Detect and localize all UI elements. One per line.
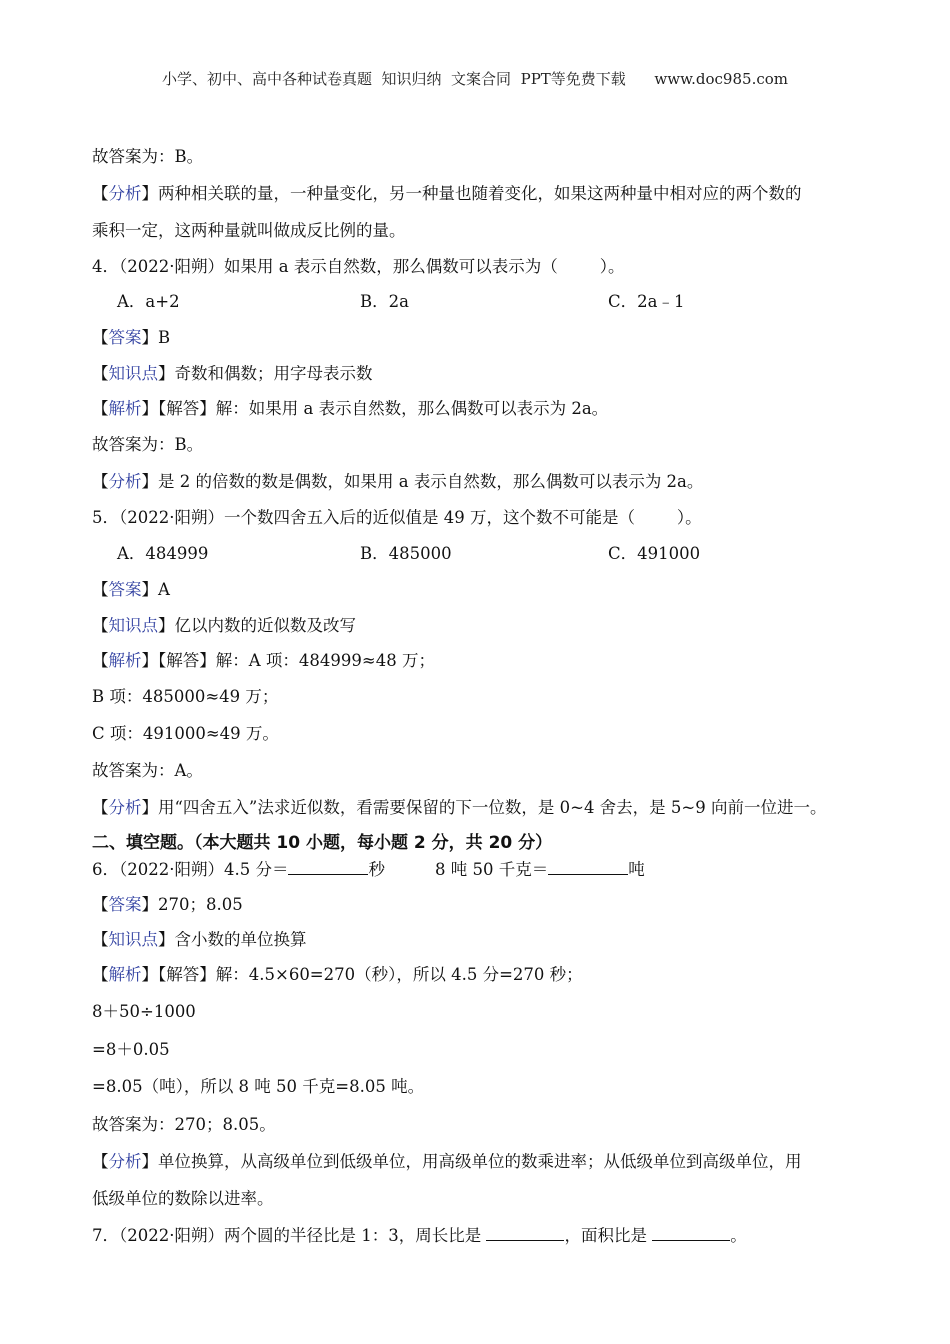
q6-calc-line3: =8.05（吨），所以 8 吨 50 千克=8.05 吨。 — [92, 1077, 425, 1096]
q4-option-b: B．2a — [360, 292, 409, 311]
answer-tag: 答案 — [108, 580, 142, 599]
bracket-left: 【 — [92, 364, 109, 383]
bracket-left: 【 — [92, 930, 109, 949]
q4-option-c: C．2a﹣1 — [608, 292, 685, 311]
bracket-right: 】 — [141, 895, 158, 914]
explanation-tag: 解析 — [108, 651, 142, 670]
bracket-right: 】 — [141, 328, 158, 347]
q6-calc-line2: =8＋0.05 — [92, 1040, 170, 1059]
q6-explanation — [92, 964, 583, 986]
fill-blank — [548, 858, 628, 875]
analysis-text: 是 2 的倍数的数是偶数，如果用 a 表示自然数，那么偶数可以表示为 2a。 — [158, 472, 704, 491]
q6-analysis-line1 — [92, 1151, 802, 1173]
q6-calc-line1: 8＋50÷1000 — [92, 1002, 196, 1021]
q3-analysis-line1 — [92, 183, 802, 205]
page-header: 小学、初中、高中各种试卷真题 知识归纳 文案合同 PPT等免费下载 www.doc985.com — [161, 70, 788, 88]
bracket-right: 】 — [158, 930, 175, 949]
q5-answer — [92, 579, 170, 601]
q4-explanation — [92, 398, 608, 420]
analysis-text: 用“四舍五入”法求近似数，看需要保留的下一位数，是 0~4 舍去，是 5~9 向前一位进一。 — [158, 798, 827, 817]
fill-blank — [652, 1224, 730, 1241]
q3-analysis-line2: 乘积一定，这两种量就叫做成反比例的量。 — [92, 221, 406, 240]
q4-final-answer: 故答案为：B。 — [92, 435, 204, 454]
bracket-left: 【 — [92, 328, 109, 347]
knowledge-text: 亿以内数的近似数及改写 — [174, 616, 356, 635]
bracket-right: 】 — [141, 399, 158, 418]
q5-knowledge — [92, 615, 356, 637]
bracket-right: 】 — [141, 184, 158, 203]
bracket-left: 【 — [92, 1152, 109, 1171]
bracket-left: 【 — [92, 651, 109, 670]
bracket-right: 】 — [141, 798, 158, 817]
q5-line-c: C 项：491000≈49 万。 — [92, 724, 279, 743]
q4-analysis — [92, 471, 703, 493]
q4-stem: 4．（2022·阳朔）如果用 a 表示自然数，那么偶数可以表示为（ ）。 — [92, 257, 625, 276]
bracket-left: 【 — [92, 965, 109, 984]
answer-text: 270；8.05 — [158, 895, 243, 914]
bracket-left: 【 — [92, 580, 109, 599]
explanation-text: 【解答】解：A 项：484999≈48 万； — [158, 651, 435, 670]
knowledge-text: 含小数的单位换算 — [174, 930, 307, 949]
q5-analysis — [92, 797, 827, 819]
q6-analysis-line2: 低级单位的数除以进率。 — [92, 1189, 274, 1208]
q7-stem-part2: ，面积比是 — [564, 1226, 653, 1245]
analysis-tag: 分析 — [108, 472, 142, 491]
knowledge-tag: 知识点 — [108, 364, 158, 383]
answer-text: A — [158, 580, 170, 599]
q5-line-b: B 项：485000≈49 万； — [92, 687, 279, 706]
q6-stem-part1: 6．（2022·阳朔）4.5 分＝ — [92, 860, 289, 879]
bracket-left: 【 — [92, 895, 109, 914]
section-heading: 二、填空题。（本大题共 10 小题，每小题 2 分，共 20 分） — [92, 833, 553, 853]
q6-stem-part2: 秒 — [368, 860, 385, 879]
q5-final-answer: 故答案为：A。 — [92, 761, 203, 780]
q5-option-a: A．484999 — [117, 544, 209, 563]
explanation-text: 【解答】解：4.5×60=270（秒），所以 4.5 分=270 秒； — [158, 965, 583, 984]
q7-stem-part1: 7．（2022·阳朔）两个圆的半径比是 1：3，周长比是 — [92, 1226, 487, 1245]
q6-stem — [92, 858, 645, 881]
q6-knowledge — [92, 929, 307, 951]
q4-answer — [92, 327, 170, 349]
analysis-tag: 分析 — [108, 798, 142, 817]
fill-blank — [288, 858, 368, 875]
q6-stem-part4: 吨 — [628, 860, 645, 879]
q5-stem: 5．（2022·阳朔）一个数四舍五入后的近似值是 49 万，这个数不可能是（ ）。 — [92, 508, 702, 527]
answer-tag: 答案 — [108, 328, 142, 347]
analysis-tag: 分析 — [108, 1152, 142, 1171]
analysis-tag: 分析 — [108, 184, 142, 203]
bracket-right: 】 — [141, 965, 158, 984]
bracket-right: 】 — [141, 1152, 158, 1171]
bracket-left: 【 — [92, 472, 109, 491]
bracket-left: 【 — [92, 399, 109, 418]
q6-answer — [92, 894, 243, 916]
knowledge-tag: 知识点 — [108, 616, 158, 635]
q4-knowledge — [92, 363, 373, 385]
q5-explanation — [92, 650, 435, 672]
bracket-right: 】 — [141, 651, 158, 670]
bracket-left: 【 — [92, 184, 109, 203]
knowledge-text: 奇数和偶数；用字母表示数 — [174, 364, 373, 383]
q6-stem-part3: 8 吨 50 千克＝ — [434, 860, 549, 879]
q6-final-answer: 故答案为：270；8.05。 — [92, 1115, 276, 1134]
bracket-right: 】 — [141, 472, 158, 491]
answer-text: B — [158, 328, 171, 347]
q3-final-answer: 故答案为：B。 — [92, 147, 204, 166]
explanation-tag: 解析 — [108, 965, 142, 984]
q7-stem-part3: 。 — [730, 1226, 747, 1245]
knowledge-tag: 知识点 — [108, 930, 158, 949]
q4-option-a: A．a+2 — [117, 292, 180, 311]
bracket-left: 【 — [92, 798, 109, 817]
q5-option-c: C．491000 — [608, 544, 701, 563]
q7-stem — [92, 1224, 747, 1247]
fill-blank — [486, 1224, 564, 1241]
analysis-text: 两种相关联的量，一种量变化，另一种量也随着变化，如果这两种量中相对应的两个数的 — [158, 184, 802, 203]
explanation-tag: 解析 — [108, 399, 142, 418]
bracket-right: 】 — [158, 616, 175, 635]
bracket-left: 【 — [92, 616, 109, 635]
answer-tag: 答案 — [108, 895, 142, 914]
explanation-text: 【解答】解：如果用 a 表示自然数，那么偶数可以表示为 2a。 — [158, 399, 609, 418]
bracket-right: 】 — [158, 364, 175, 383]
bracket-right: 】 — [141, 580, 158, 599]
analysis-text: 单位换算，从高级单位到低级单位，用高级单位的数乘进率；从低级单位到高级单位，用 — [158, 1152, 802, 1171]
q5-option-b: B．485000 — [360, 544, 452, 563]
